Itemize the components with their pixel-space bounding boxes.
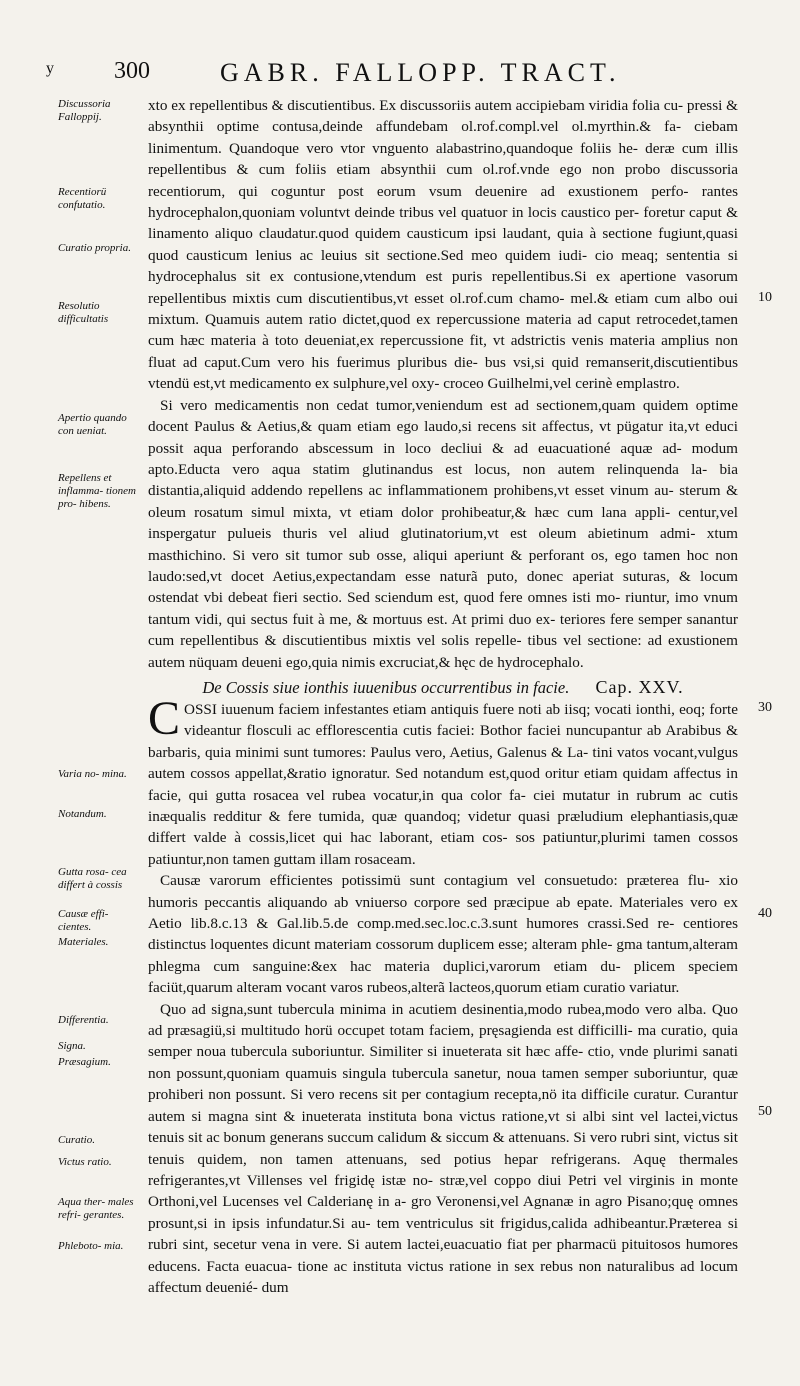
paragraph-4: Causæ varorum efficientes potissimü sunt contagium vel consuetudo: præterea flu- xio humoris peccantis aliquando ab vniuerso corpore sed præcipue ab epate. Materiales vero ex Aetio lib.8.c.13 & Gal.lib.5.de comp.med.sec.loc.c.3.sunt humores crassi.Sed re- centiores distinctus loquentes dicunt materiam cossorum duplicem esse; alteram phle- gma tantum,alteram phlegma cum sanguine:&ex hac materia duplici,varorum etiam du- plicem speciem faciüt,quarum alteram vocant varos rubeos,alterã lacteos,quorum etiam curatio variatur. xyxy=(148,872,738,997)
margin-note-aquae-thermales: Aqua ther- males refri- gerantes. xyxy=(58,1196,134,1221)
page-number: 300 xyxy=(114,58,150,84)
line-number-30: 30 xyxy=(758,700,772,715)
line-number-40: 40 xyxy=(758,906,772,921)
margin-note-victus-ratio: Victus ratio. xyxy=(58,1156,112,1168)
margin-note-discussoria: Discussoria Falloppij. xyxy=(58,98,111,123)
margin-note-phlebotomia: Phleboto- mia. xyxy=(58,1240,124,1252)
margin-note-notandum: Notandum. xyxy=(58,808,107,820)
corner-mark: y xyxy=(46,60,54,77)
chapter-number: Cap. XXV. xyxy=(595,676,684,697)
margin-note-praesagium: Præsagium. xyxy=(58,1056,111,1068)
margin-note-causae: Causæ effi- cientes. xyxy=(58,908,109,933)
margin-note-signa: Signa. xyxy=(58,1040,86,1052)
line-number-50: 50 xyxy=(758,1104,772,1119)
page-header xyxy=(46,58,770,92)
paragraph-2: Si vero medicamentis non cedat tumor,veniendum est ad sectionem,quam quidem optime docent Paulus & Aetius,& quam etiam ego laudo,si recens sit affectus, vt pügatur ita,vt educi possit aqua perforando abscessum in loco decliui & ad euacuationé aquæ ad- modum apto.Educta vero aqua statim glutinandus est locus, non autem relinquenda la- bia distantia,aliquid addendo repellens ac inflammationem prohibens,vt esset vinum au- sterum & oleum rosatum simul mixta, vt etiam dolor prohibeatur,& hæc cum lana appli- centur,vel inspergatur pulueis thuris vel aliud glutinatorium,vt est oleum abietinum admi- xtum masthichino. Si vero sit tumor sub osse, aliqui aperiunt & perforant os, ego tamen hoc non laudo:sed,vt docet Aetius,expectandam esse naturã puto, donec aperiat suturas, & locum ostendat vbi debeat fieri sectio. Sed sciendum est, quod fere omnes isti mo- riuntur, imo vnum tantum vidi, qui sectus fuit à me, & mortuus est. At primi duo ex- teriores fere semper sanantur cum repellentibus & discutientibus mixtis vel solis repelle- tibus vel sectione: ad exustionem autem nüquam deueni ego,quia nimis excruciat,& hęc de hydrocephalo. xyxy=(148,396,738,671)
paragraph-5: Quo ad signa,sunt tubercula minima in acutiem desinentia,modo rubea,modo vero alba. Quo ad præsagiü,si multitudo horü occupet totam faciem, pręsagienda est difficilli- ma curatio, quia semper noua tubercula suboriuntur. Similiter si inueterata sit hæc affe- ctio, vnde plurimi sanati non possunt,quoniam quamuis singula tubercula sanetur, noua tamen semper suboriuntur, quæ prohiberi non possunt. Si vero recens sit per contagium recepta,nö ita difficile curatur. Curantur autem si magna sint & inueterata instituta bona victus ratione,vt si albi sint vel lactei,victus tenuis sit ac bonum generans succum calidum & siccum & attenuans. Si vero rubri sint, victus sit tenuis quidem, non tamen attenuans, sed potius hepar refrigerans. Aquę thermales refrigerantes,vt Villenses vel frigidę istæ no- stræ,vel coppo diui Petri vel virginis in monte Orthoni,vel Lucenses vel Calderianę in a- gro Veronensi,vel Agnanæ in agro Pisano;quę omnes prosunt,si in ipsis infundatur.Si au- tem ventriculus sit frigidus,calida adhibeantur.Præterea si rubri sint, secetur vena in vere. Si autem lactei,euacuatio fiat per pharmacü pituitosos humores educens. Facta euacua- tione ac instituta victus ratione in sex rebus non naturalibus ad locum affectum deuenié- dum xyxy=(148,1000,738,1296)
drop-cap: C xyxy=(148,691,181,745)
margin-note-apertio: Apertio quando con ueniat. xyxy=(58,412,127,437)
margin-note-recentiorum: Recentiorü confutatio. xyxy=(58,186,107,211)
margin-note-gutta-rosacea: Gutta rosa- cea differt à cossis xyxy=(58,866,127,891)
margin-note-differentia: Differentia. xyxy=(58,1014,109,1026)
margin-note-curatio: Curatio. xyxy=(58,1134,95,1146)
paragraph-3-text: OSSI iuuenum faciem infestantes etiam antiquis fuere noti ab iisq; vocati ionthi, eoq; forte videantur flosculi ac efflorescentia cutis faciei: Bothor faciei nuncupantur ab Arabibus & barbaris, quia minimi sunt tumores: Paulus vero, Aetius, Galenus & La- tini vatos vocant,vulgus autem cossos appellat,&ratio ignoratur. Sed notandum est,quod oritur etiam quidam affectus in facie, qui gutta rosacea vel rubea vocatur,in qua color fa- ciei mutatur in rubrum ac cutis inæqualis redditur & fere tumida, quæ quandoq; videtur quasi præludium elephantiasis,quæ differt valde à cossis,licet qui hac laborant, etiam cos- sos patiuntur,plurimi tamen cossos patiuntur,non tamen guttam illam rosaceam. xyxy=(148,700,738,868)
main-text xyxy=(148,95,738,1298)
margin-note-resolutio: Resolutio difficultatis xyxy=(58,300,109,325)
margin-note-materiales: Materiales. xyxy=(58,936,109,948)
margin-note-repellens: Repellens et inflamma- tionem pro- hibens. xyxy=(58,472,136,510)
chapter-title: De Cossis siue ionthis iuuenibus occurrentibus in facie. xyxy=(202,677,570,697)
line-number-10: 10 xyxy=(758,290,772,305)
running-head: GABR. FALLOPP. TRACT. xyxy=(220,58,621,87)
chapter-heading xyxy=(148,677,738,698)
margin-note-varia-nomina: Varia no- mina. xyxy=(58,768,127,780)
margin-note-curatio-propria: Curatio propria. xyxy=(58,242,131,254)
paragraph-3 xyxy=(148,691,738,870)
paragraph-1: xto ex repellentibus & discutientibus. Ex discussoriis autem accipiebam viridia folia cu- pressi & absynthii optime contusa,deinde affundebam ol.rof.compl.vel ol.myrthin.& fa- ciebam linimentum. Quandoque vero vtor vnguento alabastrino,quandoque foliis he- deræ cum illis repellentibus & cum foliis etiam absynthii cum ol.rof.vnde ego non probo discussoria recentiorum, qui coguntur post eorum vsum deuenire ad exustionem perfo- rantes hydrocephalon,quoniam voluntvt deinde tribus vel quatuor in locis caustico per- foretur caput & linamento aliquo claudatur.quod quidem causticum ipsi laudant, quia à sectione fugiunt,quasi quod causticum lenius ac leuius sit sectione.Sed meo quidem iudi- cio meaq; sententia si hydrocephalus sit ex contusione,vtendum est puris repellentibus.Si ex apertione vasorum repellentibus mixtis cum discutientibus,vt esset ol.rof.cum chamo- mel.& etiam cum albo oui mixtum. Quamuis autem ratio dictet,quod ex repercussione materia ad caput retrocedet,tamen cum hæc materia à toto deueniat,ex repercussione fit, vt adstrictis venis materia amplius non fluat ad caput.Cum vero his fuerimus pluribus die- bus vsi,si quid remanserit,discutientibus vtendü est,vt medicamento ex sulphure,vel oxy- croceo Guilhelmi,vel cerinè emplastro. xyxy=(148,97,738,393)
